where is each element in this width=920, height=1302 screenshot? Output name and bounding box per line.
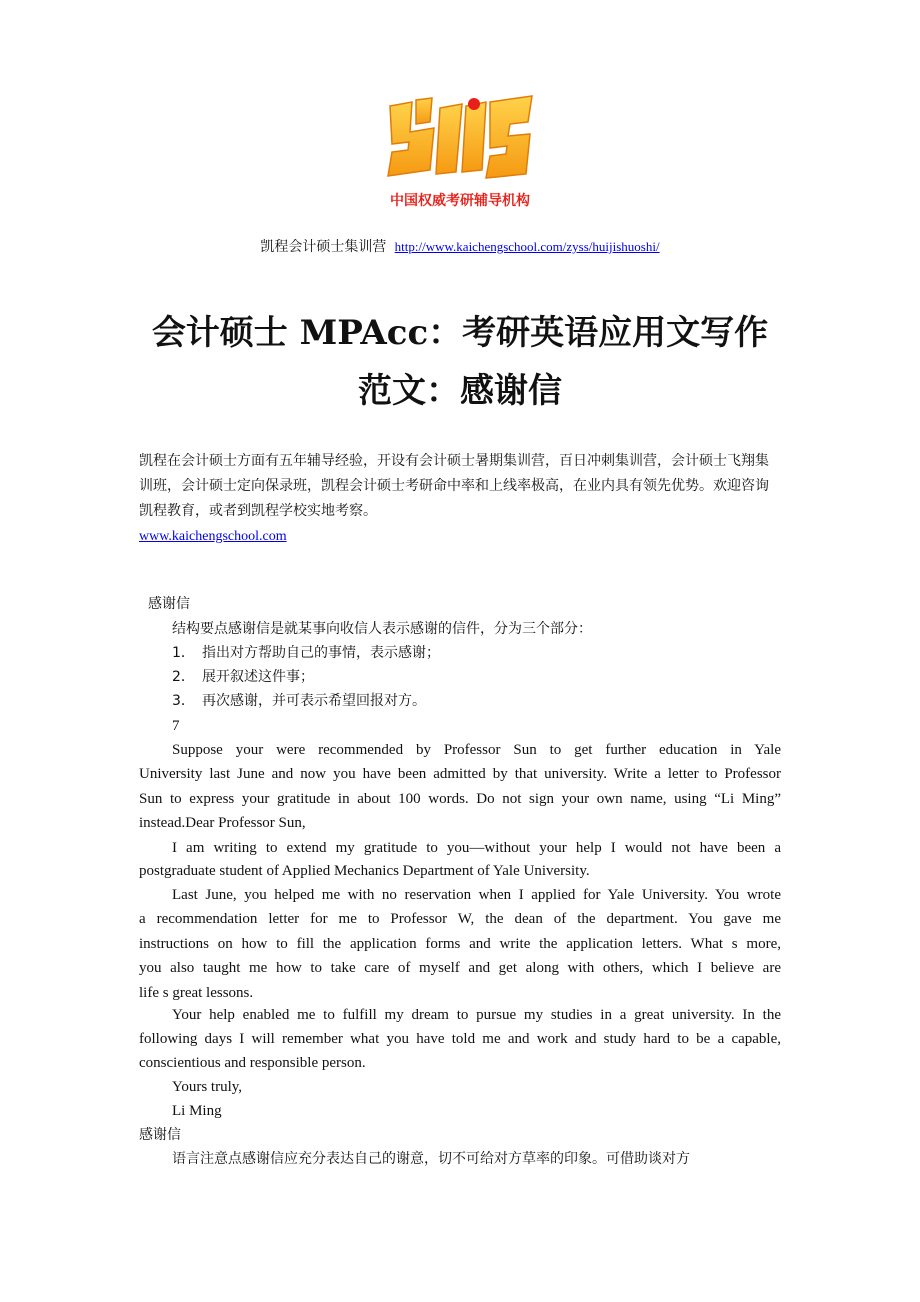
slogan: 中国权威考研辅导机构	[390, 193, 530, 209]
para3-line: conscientious and responsible person.	[139, 1055, 366, 1071]
prompt-line: University last June and now you have been admitted by that university. Write a letter to Professor	[139, 766, 781, 782]
list-item-number: 2．	[172, 669, 195, 685]
para2-line: a recommendation letter for me to Professor W, the dean of the department. You gave me	[139, 911, 781, 927]
list-item-number: 1．	[172, 645, 195, 661]
para1-line: I am writing to extend my gratitude to you—without your help I would not have been a	[172, 840, 781, 856]
para1-line: postgraduate student of Applied Mechanics Department of Yale University.	[139, 863, 590, 879]
kaicheng-logo	[382, 92, 538, 180]
para3-line: following days I will remember what you have told me and work and study hard to be a capable,	[139, 1031, 781, 1047]
intro-link[interactable]: www.kaichengschool.com	[139, 529, 287, 544]
list-item-number: 3．	[172, 693, 195, 709]
list-item-text: 指出对方帮助自己的事情，表示感谢；	[202, 645, 440, 661]
heading-thanks-letter-2: 感谢信	[139, 1127, 181, 1143]
para2-line: Last June, you helped me with no reservation when I applied for Yale University. You wrote	[172, 887, 781, 903]
number-seven: 7	[172, 718, 180, 734]
closing: Yours truly,	[172, 1079, 243, 1095]
list-item	[139, 667, 781, 687]
logo-graphic	[382, 92, 538, 180]
page-title-line1: 会计硕士 MPAcc：考研英语应用文写作	[151, 313, 769, 353]
list-item-text: 再次感谢，并可表示希望回报对方。	[202, 693, 426, 709]
intro-text: 凯程在会计硕士方面有五年辅导经验，开设有会计硕士暑期集训营，百日冲刺集训营，会计硕士飞翔集训班，会计硕士定向保录班，凯程会计硕士考研命中率和上线率极高，在业内具有领先优势。欢迎咨询凯程教育，或者到凯程学校实地考察。	[139, 453, 769, 519]
sub-url-link[interactable]: http://www.kaichengschool.com/zyss/huijishuoshi/	[394, 239, 660, 254]
para2-line: you also taught me how to take care of myself and get along with others, which I believe are	[139, 960, 781, 976]
sub-label: 凯程会计硕士集训营	[260, 239, 387, 255]
structure-note: 结构要点感谢信是就某事向收信人表示感谢的信件，分为三个部分：	[172, 621, 592, 637]
heading-thanks-letter: 感谢信	[148, 596, 190, 612]
list-item-text: 展开叙述这件事；	[202, 669, 314, 685]
para3-line: Your help enabled me to fulfill my dream to pursue my studies in a great university. In the	[172, 1007, 781, 1023]
list-item	[139, 691, 781, 711]
sub-header	[0, 236, 920, 256]
prompt-line: Suppose your were recommended by Professor Sun to get further education in Yale	[172, 742, 781, 758]
language-note: 语言注意点感谢信应充分表达自己的谢意，切不可给对方草率的印象。可借助谈对方	[172, 1151, 690, 1167]
para2-line: instructions on how to fill the application forms and write the application letters. What s more,	[139, 936, 781, 952]
prompt-line: instead.Dear Professor Sun,	[139, 815, 306, 831]
signature: Li Ming	[172, 1103, 222, 1119]
page-title-line2: 范文：感谢信	[358, 371, 562, 411]
list-item	[139, 643, 781, 663]
para2-line: life s great lessons.	[139, 985, 254, 1001]
prompt-line: Sun to express your gratitude in about 100 words. Do not sign your own name, using “Li Ming”	[139, 791, 781, 807]
intro-paragraph	[139, 449, 779, 549]
